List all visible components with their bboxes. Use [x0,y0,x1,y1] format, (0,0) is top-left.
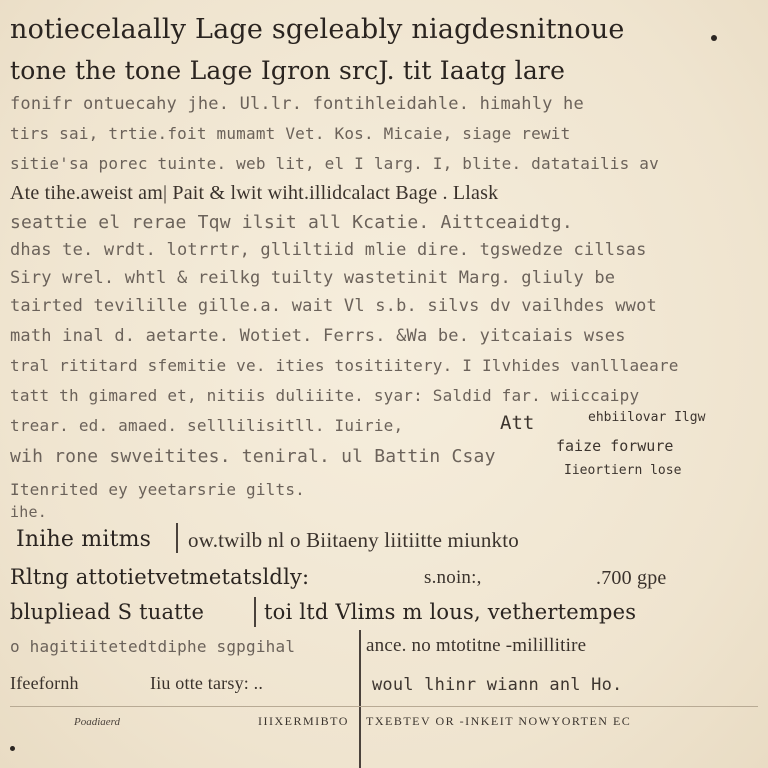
side-text-1: ehbiilovar Ilgw [588,410,706,425]
footer-label-mid: IIIXERMIBTO [258,714,349,728]
side-text-3: Iieortiern lose [564,463,682,478]
text-line-22-right: woul lhinr wiann anl Ho. [372,675,623,695]
text-line-13: tatt th gimared et, nitiis duliiite. syar: Saldid far. wiiccaipy [10,386,640,405]
side-text-2: faize forwure [556,437,674,455]
ink-dot-bottom-left [10,746,15,751]
text-line-7: seattie el rerae Tqw ilsit all Kcatie. Aittceaidtg. [10,212,573,233]
text-line-19: Rltng attotietvetmetatsldly: [10,565,310,589]
column-rule-2 [254,597,256,627]
text-line-21: o hagitiitetedtdiphe sgpgihal [10,637,296,656]
text-line-6: Ate tihe.aweist am| Pait & lwit wiht.illidcalact Bage . Llask [10,182,499,204]
text-line-19-right: .700 gpe [596,567,667,589]
side-text-att: Att [500,412,535,434]
text-line-11: math inal d. aetarte. Wotiet. Ferrs. &Wa be. yitcaiais wses [10,326,626,346]
text-line-3: fonifr ontuecahy jhe. Ul.lr. fontihleidahle. himahly he [10,94,584,114]
text-line-10: tairted tevilille gille.a. wait Vl s.b. silvs dv vailhdes wwot [10,296,657,316]
text-line-12: tral rititard sfemitie ve. ities tositiitery. I Ilvhides vanlllaeare [10,356,679,375]
text-line-18-right: ow.twilb nl o Biitaeny liitiitte miunkto [188,528,519,552]
text-line-1: notiecelaally Lage sgeleably niagdesnitnoue [10,14,625,45]
column-rule-short [176,523,178,553]
text-line-18: Inihe mitms [16,527,152,552]
text-line-22: Ifeefornh [10,673,79,693]
text-line-4: tirs sai, trtie.foit mumamt Vet. Kos. Micaie, siage rewit [10,124,571,143]
text-line-19-mid: s.noin:, [424,567,482,588]
text-line-20-right: toi ltd Vlims m lous, vethertempes [264,600,637,624]
text-line-8: dhas te. wrdt. lotrrtr, glliltiid mlie dire. tgswedze cillsas [10,240,647,260]
footer-divider [10,706,758,707]
text-line-14: trear. ed. amaed. selllilisitll. Iuirie, [10,416,404,435]
text-line-16: Itenrited ey yeetarsrie gilts. [10,480,305,499]
text-line-5: sitie'sa porec tuinte. web lit, el I larg. I, blite. datatailis av [10,154,659,173]
text-line-21-right: ance. no mtotitne -milillitire [366,635,587,656]
text-line-20: blupliead S tuatte [10,600,205,624]
text-line-15: wih rone swveitites. teniral. ul Battin Csay [10,446,496,467]
text-line-17: ihe. [10,503,47,521]
text-line-2: tone the tone Lage Igron srcJ. tit Iaatg lare [10,56,566,85]
column-rule-main [359,630,361,768]
footer-label-right: TXEBTEV OR -INKEIT NOWYORTEN EC [366,714,632,728]
text-line-9: Siry wrel. whtl & reilkg tuilty wastetinit Marg. gliuly be [10,268,616,288]
text-line-22-mid: Iiu otte tarsy: .. [150,673,264,693]
ink-dot-top-right [711,35,717,41]
footer-signature: Poadiaerd [74,716,121,728]
